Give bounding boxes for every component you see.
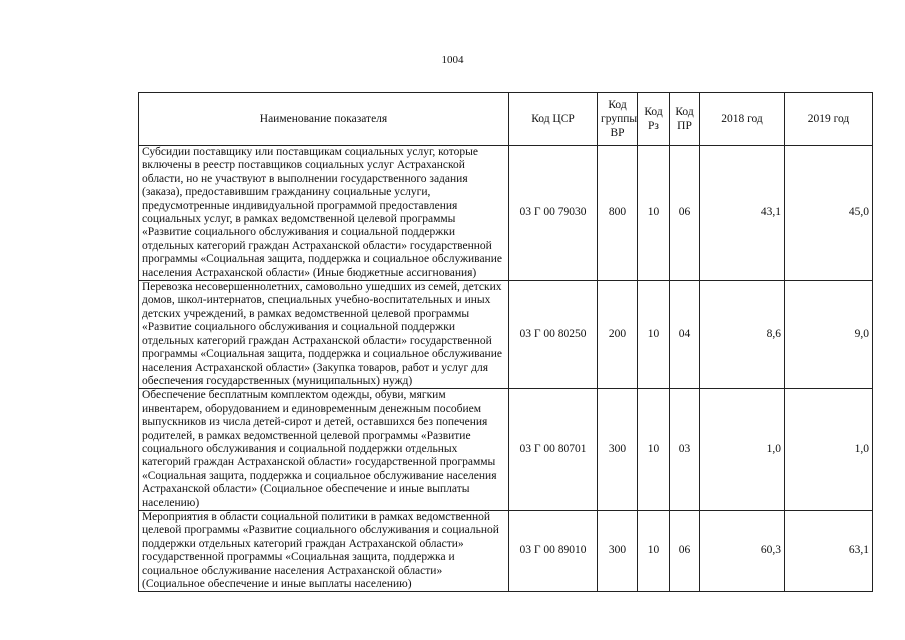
table-row: [139, 146, 873, 281]
csr-code: 03 Г 00 80701: [509, 389, 598, 511]
amount-2018: 8,6: [700, 281, 785, 389]
amount-2019: 63,1: [785, 510, 873, 591]
table-row: [139, 389, 873, 511]
csr-code: 03 Г 00 79030: [509, 146, 598, 281]
budget-table: [138, 92, 873, 592]
vr-code: 800: [598, 146, 638, 281]
csr-code: 03 Г 00 80250: [509, 281, 598, 389]
pr-code: 04: [670, 281, 700, 389]
vr-code: 300: [598, 510, 638, 591]
indicator-name: Мероприятия в области социальной политики в рамках ведомственной целевой программы «Развитие социального обслуживания и социальной поддержки отдельных категорий граждан Астраханской области» государственной программы «Социальная защита, поддержка и социальное обслуживание населения Астраханской области» (Социальное обеспечение и иные выплаты населению): [139, 510, 509, 591]
amount-2019: 1,0: [785, 389, 873, 511]
header-csr: Код ЦСР: [509, 93, 598, 146]
header-name: Наименование показателя: [139, 93, 509, 146]
amount-2019: 9,0: [785, 281, 873, 389]
vr-code: 300: [598, 389, 638, 511]
pr-code: 03: [670, 389, 700, 511]
vr-code: 200: [598, 281, 638, 389]
amount-2018: 60,3: [700, 510, 785, 591]
indicator-name: Перевозка несовершеннолетних, самовольно ушедших из семей, детских домов, школ-интернатов, специальных учебно-воспитательных и иных детских учреждений, в рамках ведомственной целевой программы «Развитие социального обслуживания и социальной поддержки отдельных категорий граждан Астраханской области» государственной программы «Социальная защита, поддержка и социальное обслуживание населения Астраханской области» (Закупка товаров, работ и услуг для обеспечения государственных (муниципальных) нужд): [139, 281, 509, 389]
header-vr: Код группы ВР: [598, 93, 638, 146]
pr-code: 06: [670, 146, 700, 281]
amount-2019: 45,0: [785, 146, 873, 281]
header-2018: 2018 год: [700, 93, 785, 146]
csr-code: 03 Г 00 89010: [509, 510, 598, 591]
amount-2018: 43,1: [700, 146, 785, 281]
header-rz: Код Рз: [638, 93, 670, 146]
header-pr: Код ПР: [670, 93, 700, 146]
header-row: [139, 93, 873, 146]
amount-2018: 1,0: [700, 389, 785, 511]
pr-code: 06: [670, 510, 700, 591]
page-number: 1004: [441, 54, 464, 66]
indicator-name: Субсидии поставщику или поставщикам социальных услуг, которые включены в реестр поставщиков социальных услуг Астраханской области, но не участвуют в выполнении государственного задания (заказа), предоставившим гражданину социальные услуги, предусмотренные индивидуальной программой предоставления социальных услуг, в рамках ведомственной целевой программы «Развитие социального обслуживания и социальной поддержки отдельных категорий граждан Астраханской области» государственной программы «Социальная защита, поддержка и социальное обслуживание населения Астраханской области» (Иные бюджетные ассигнования): [139, 146, 509, 281]
table-row: [139, 510, 873, 591]
indicator-name: Обеспечение бесплатным комплектом одежды, обуви, мягким инвентарем, оборудованием и единовременным денежным пособием выпускников из числа детей-сирот и детей, оставшихся без попечения родителей, в рамках ведомственной целевой программы «Развитие социального обслуживания и социальной поддержки отдельных категорий граждан Астраханской области» государственной программы «Социальная защита, поддержка и социальное обслуживание населения Астраханской области» (Социальное обеспечение и иные выплаты населению): [139, 389, 509, 511]
rz-code: 10: [638, 146, 670, 281]
rz-code: 10: [638, 281, 670, 389]
table-row: [139, 281, 873, 389]
header-2019: 2019 год: [785, 93, 873, 146]
rz-code: 10: [638, 389, 670, 511]
rz-code: 10: [638, 510, 670, 591]
